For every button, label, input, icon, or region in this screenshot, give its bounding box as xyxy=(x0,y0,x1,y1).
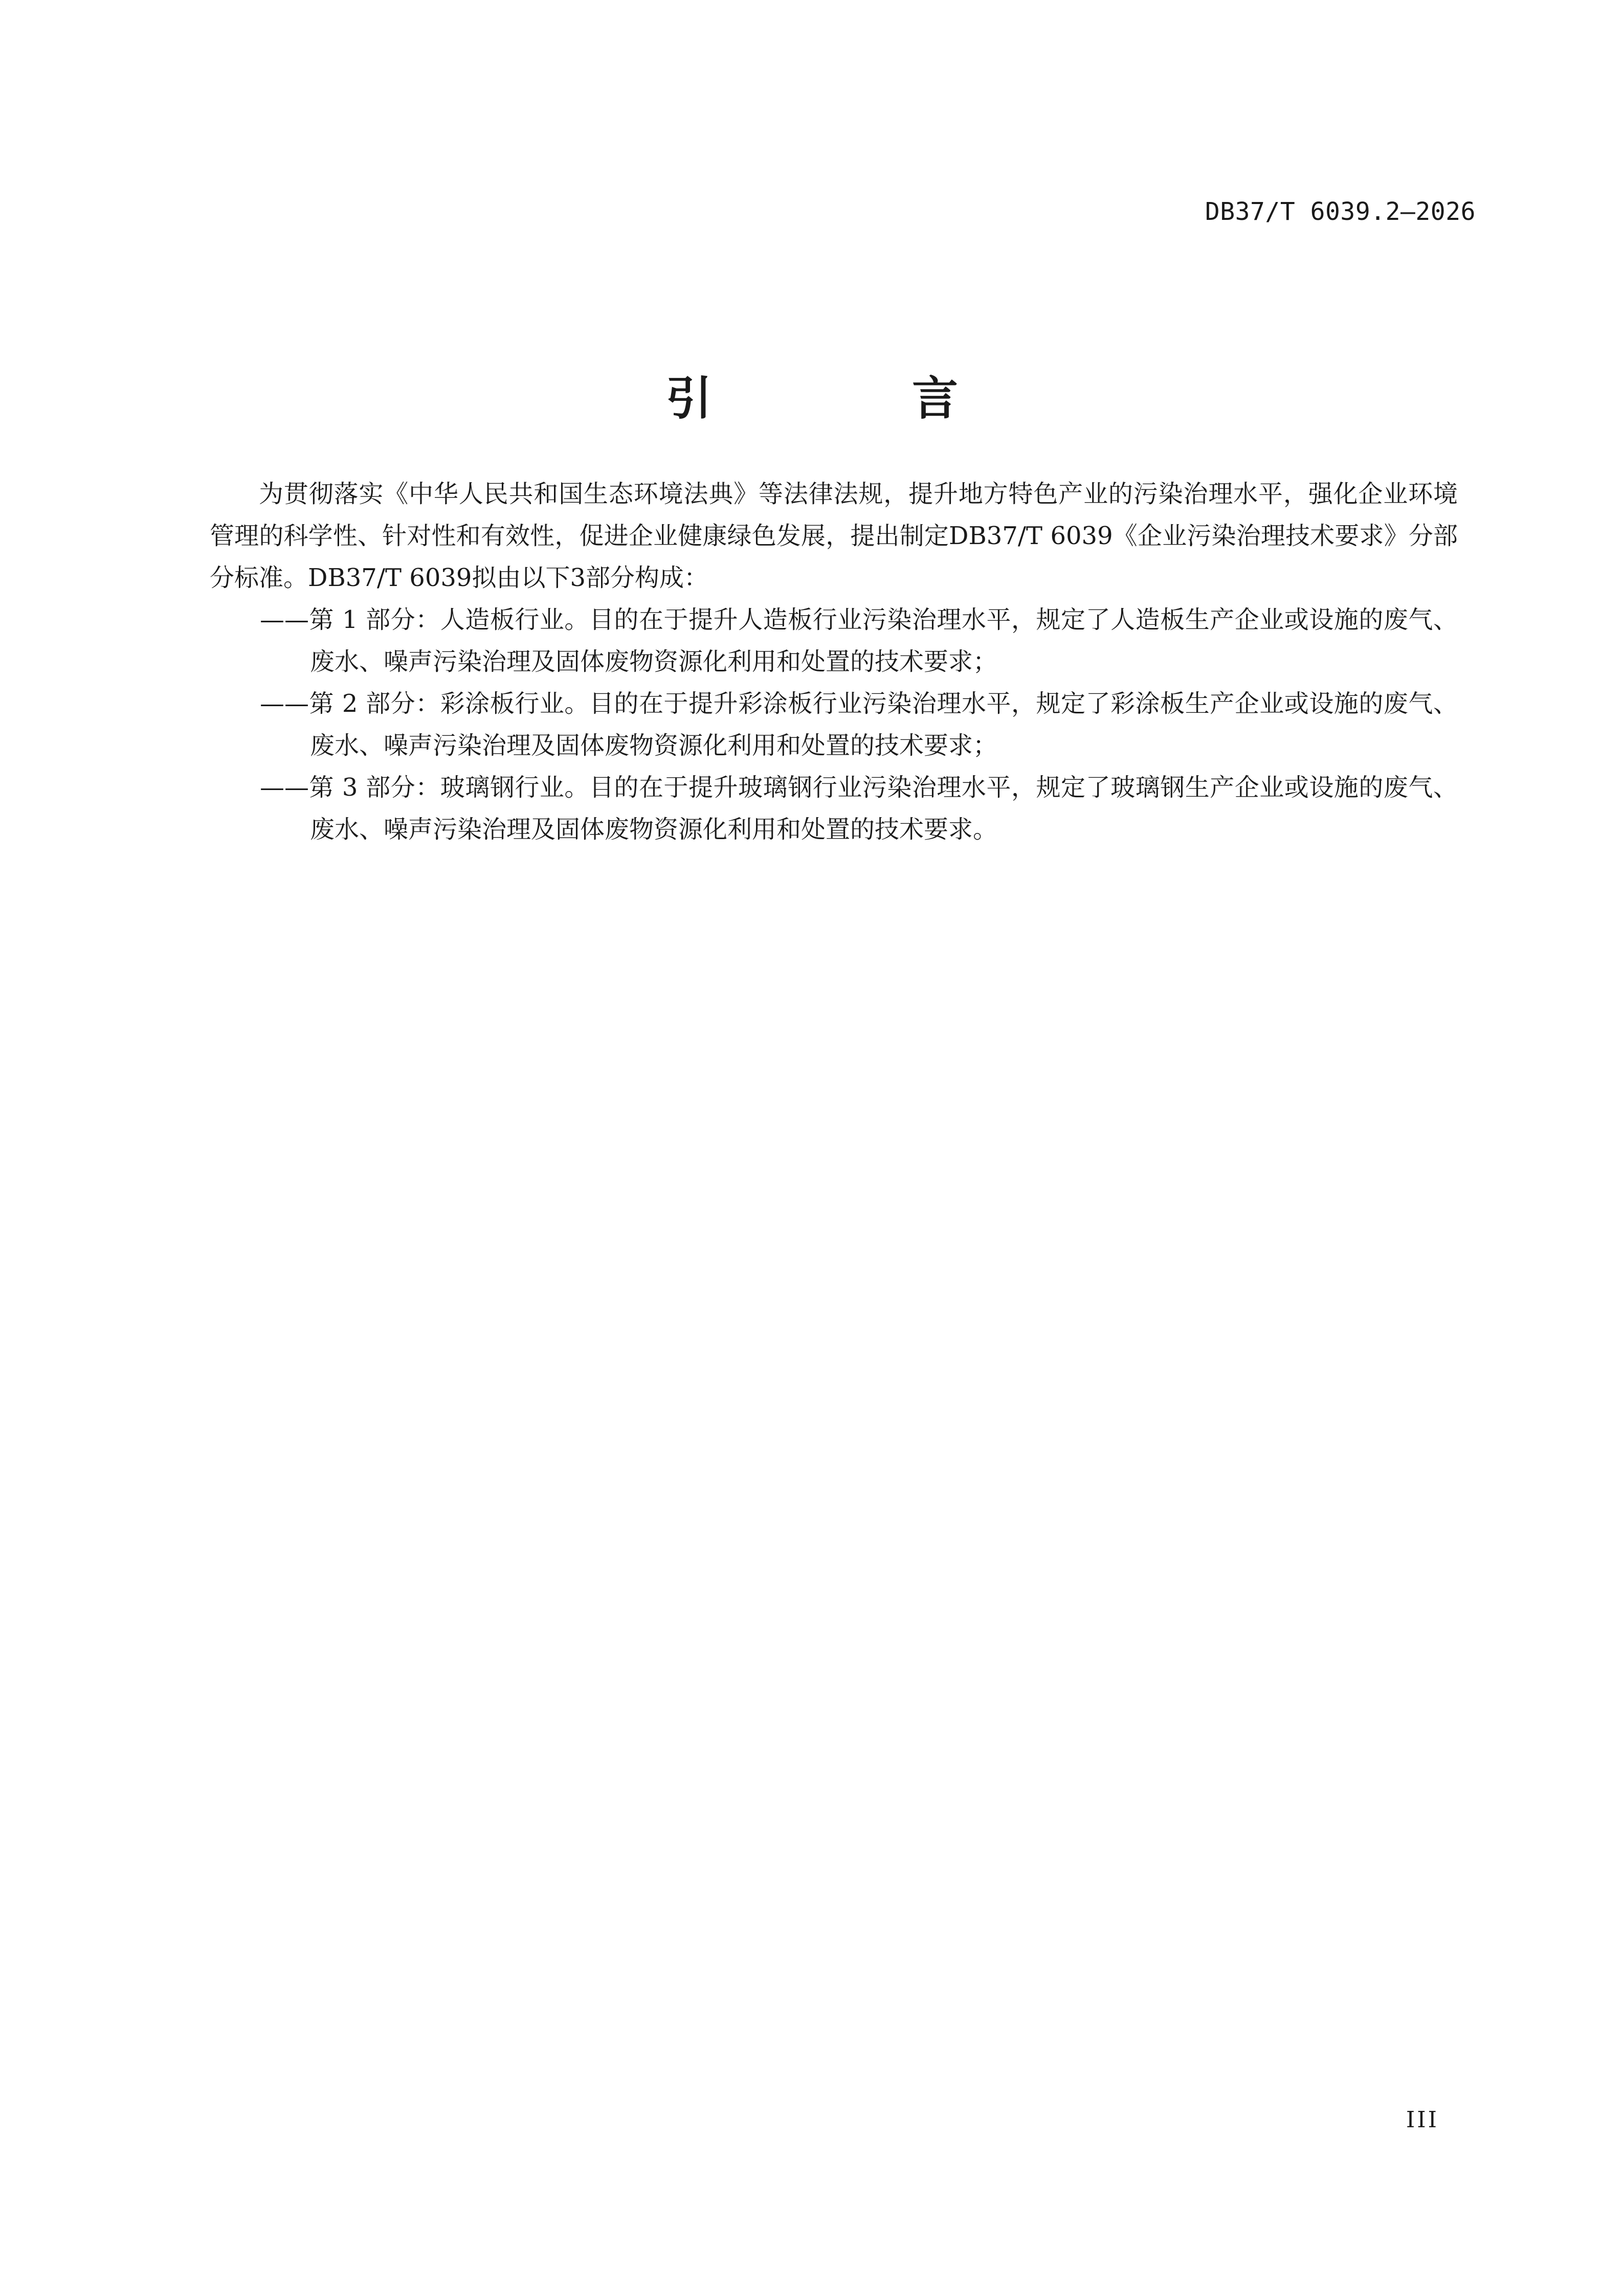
part-item-1: ——第 1 部分：人造板行业。目的在于提升人造板行业污染治理水平，规定了人造板生产企业或设施的废气、废水、噪声污染治理及固体废物资源化利用和处置的技术要求； xyxy=(260,605,1458,676)
document-body xyxy=(210,473,1458,850)
page-title: 引 言 xyxy=(665,372,1051,426)
page-number: III xyxy=(1406,2107,1439,2133)
intro-paragraph: 为贯彻落实《中华人民共和国生态环境法典》等法律法规，提升地方特色产业的污染治理水平，强化企业环境管理的科学性、针对性和有效性，促进企业健康绿色发展，提出制定DB37/T 6039《企业污染治理技术要求》分部分标准。DB37/T 6039拟由以下3部分构成： xyxy=(210,480,1458,592)
part-item-3: ——第 3 部分：玻璃钢行业。目的在于提升玻璃钢行业污染治理水平，规定了玻璃钢生产企业或设施的废气、废水、噪声污染治理及固体废物资源化利用和处置的技术要求。 xyxy=(260,773,1458,844)
part-item-2: ——第 2 部分：彩涂板行业。目的在于提升彩涂板行业污染治理水平，规定了彩涂板生产企业或设施的废气、废水、噪声污染治理及固体废物资源化利用和处置的技术要求； xyxy=(260,689,1458,760)
standard-code: DB37/T 6039.2—2026 xyxy=(1205,197,1476,226)
parts-list xyxy=(210,599,1458,850)
